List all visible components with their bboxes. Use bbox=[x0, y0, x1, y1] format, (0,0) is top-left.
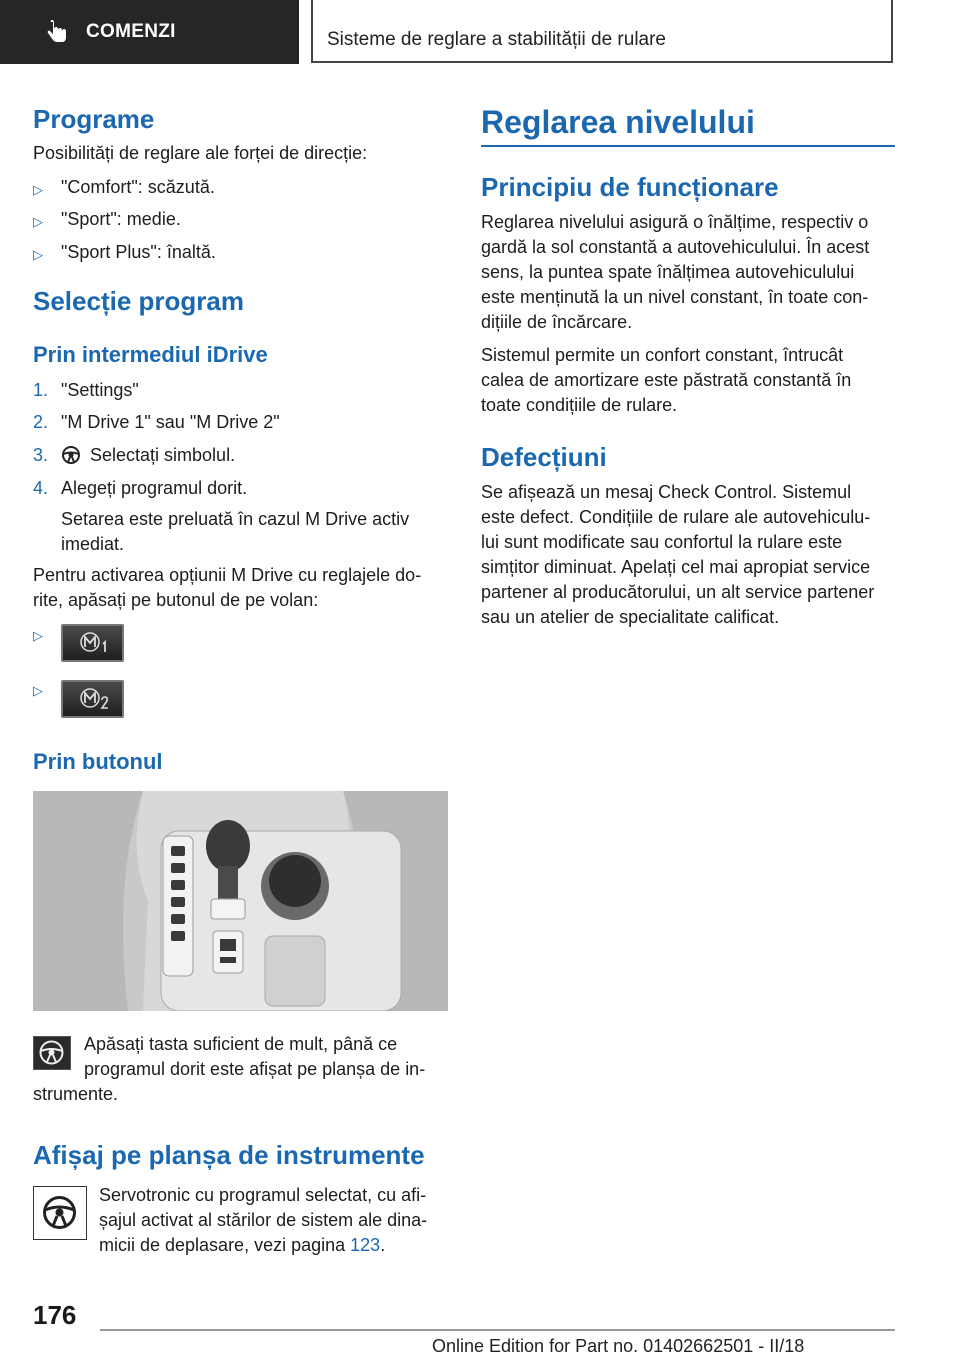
section-header bbox=[311, 0, 893, 63]
chapter-tab[interactable] bbox=[0, 0, 299, 64]
step-note: Setarea este preluată în cazul M Drive activ imediat. bbox=[61, 509, 410, 554]
page-number: 176 bbox=[33, 1300, 77, 1330]
footer-divider bbox=[100, 1329, 895, 1331]
steering-wheel-icon bbox=[61, 445, 81, 465]
press-paragraph-end: strumente. bbox=[33, 1084, 119, 1104]
triangle-bullet-icon: ▷ bbox=[33, 683, 43, 698]
idrive-heading: Prin intermediul iDrive bbox=[33, 342, 268, 367]
triangle-bullet-icon: ▷ bbox=[33, 182, 43, 197]
triangle-bullet-icon: ▷ bbox=[33, 628, 43, 643]
programe-heading: Programe bbox=[33, 104, 155, 134]
section-title: Sisteme de reglare a stabilității de rulare bbox=[327, 29, 667, 50]
confort-paragraph: Sistemul permite un confort constant, întrucât calea de amortizare este păstrată constantă în toate condițiile de rulare. bbox=[481, 345, 852, 415]
selectie-heading: Selecție program bbox=[33, 286, 244, 316]
heading-rule bbox=[481, 145, 895, 147]
edition-text: Online Edition for Part no. 01402662501 - II/18 bbox=[432, 1336, 805, 1356]
principiu-paragraph: Reglarea nivelului asigură o înălțime, respectiv o gardă la sol constantă a autovehiculului. În acest sens, la puntea spate înălțimea autovehiculului este menținută la un nivel constant, în toate con- dițiile de încărcare. bbox=[481, 212, 870, 332]
triangle-bullet-icon: ▷ bbox=[33, 247, 43, 262]
main-heading: Reglarea nivelului bbox=[481, 104, 755, 140]
chapter-tab-label: COMENZI bbox=[86, 21, 176, 42]
afisaj-heading: Afișaj pe planșa de instrumente bbox=[33, 1140, 425, 1170]
principiu-heading: Principiu de funcționare bbox=[481, 172, 779, 202]
m1-button-icon bbox=[61, 624, 124, 662]
page-link[interactable]: 123 bbox=[350, 1235, 381, 1255]
hand-pointer-icon bbox=[44, 19, 70, 45]
steering-wheel-button-icon bbox=[33, 1036, 71, 1070]
press-paragraph: Apăsați tasta suficient de mult, până ce programul dorit este afișat pe planșa de in- bbox=[84, 1034, 426, 1079]
defectiuni-paragraph: Se afișează un mesaj Check Control. Sistemul este defect. Condițiile de rulare ale autovehiculu- lui sunt modificate sau confortul la rulare este simțitor diminuat. Apelați cel mai apropiat service partener al producătorului, un alt service partener sau un atelier de specialitate calificat. bbox=[481, 482, 875, 627]
defectiuni-heading: Defecțiuni bbox=[481, 442, 607, 472]
m2-button-icon bbox=[61, 680, 124, 718]
mdrive-paragraph: Pentru activarea opțiunii M Drive cu reglajele do- rite, apăsați pe butonul de pe volan: bbox=[33, 565, 422, 610]
afisaj-paragraph: Servotronic cu programul selectat, cu afi- șajul activat al stărilor de sistem ale dina- micii de deplasare, vezi pagina 123. bbox=[99, 1185, 428, 1255]
center-console-illustration bbox=[33, 791, 448, 1011]
buton-heading: Prin butonul bbox=[33, 749, 163, 774]
steering-wheel-display-icon bbox=[33, 1186, 87, 1240]
programe-intro: Posibilități de reglare ale forței de direcție: bbox=[33, 143, 368, 163]
triangle-bullet-icon: ▷ bbox=[33, 214, 43, 229]
